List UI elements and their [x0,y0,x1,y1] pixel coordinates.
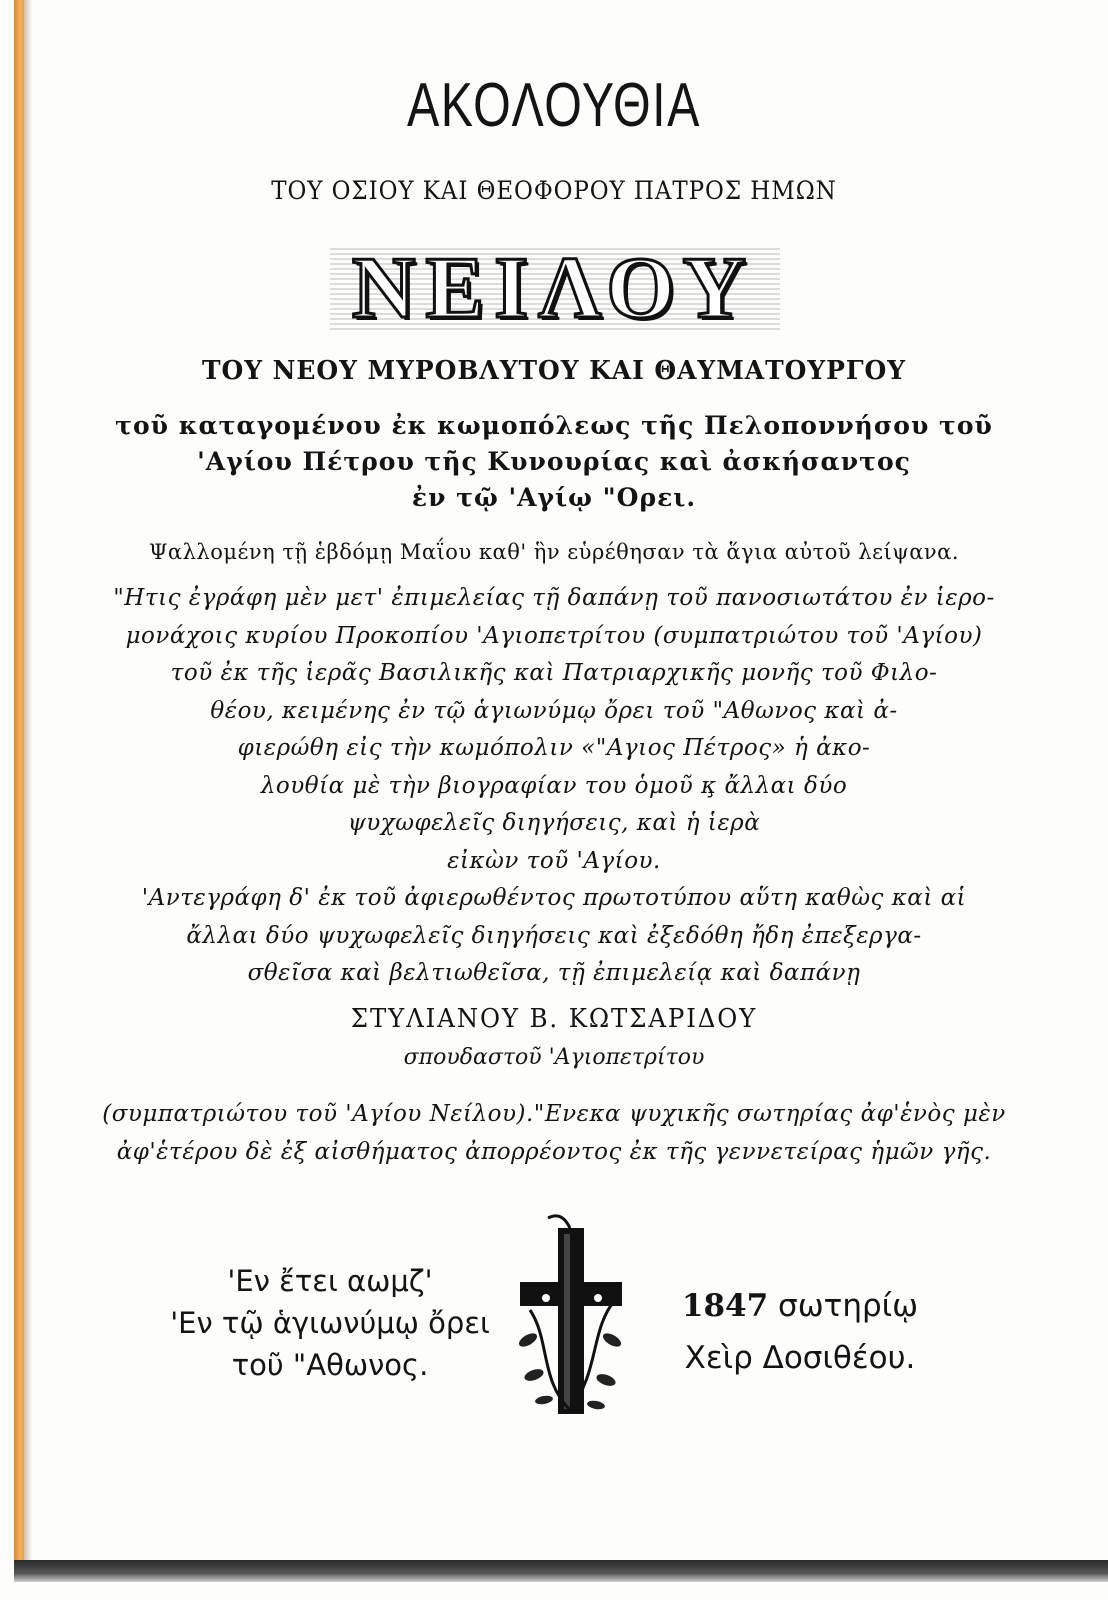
page-bottom-edge [14,1560,1108,1582]
author-role: σπουδαστοῦ 'Αγιοπετρίτου [403,1045,705,1070]
copy-line: ἄλλαι δύο ψυχωφελεῖς διηγήσεις καὶ ἐξεδόθη ἤδη ἐπεξεργα- [186,922,922,949]
copy-line: 'Αντεγράφη δ' ἐκ τοῦ ἀφιερωθέντος πρωτοτύπου αὕτη καθὼς καὶ αἱ [141,885,967,911]
colophon-scribe-line: Χεὶρ Δοσιθέου. [684,1340,916,1376]
history-line: εἰκὼν τοῦ 'Αγίου. [447,847,661,874]
history-line: τοῦ ἐκ τῆς ἱερᾶς Βασιλικῆς καὶ Πατριαρχικῆς μονῆς τοῦ Φιλο- [170,660,938,686]
dedication-line: (συμπατριώτου τοῦ 'Αγίου Νείλου)."Ενεκα ψυχικῆς σωτηρίας ἀφ'ἑνὸς μὲν [102,1101,1006,1127]
colophon-year: 1847 [681,1288,769,1324]
cross-with-vine-icon [500,1210,640,1420]
history-line: μονάχοις κυρίου Προκοπίου 'Αγιοπετρίτου (συμπατριώτου τοῦ 'Αγίου) [125,622,983,649]
history-line: θέου, κειμένης ἐν τῷ ἁγιωνύμῳ ὄρει τοῦ "Αθωνος καὶ ἀ- [210,697,898,724]
author-name: ΣΤΥΛΙΑΝΟΥ Β. ΚΩΤΣΑΡΙΔΟΥ [350,1004,758,1034]
saint-name: ΝΕΙΛΟΥ [351,240,757,337]
colophon-place-line: τοῦ "Αθωνος. [231,1348,429,1382]
page-title: ΑΚΟΛΟΥΘΙΑ [406,71,701,140]
feast-day-line: Ψαλλομένη τῇ ἑβδόμῃ Μαΐου καθ' ἣν εὑρέθησαν τὰ ἅγια αὐτοῦ λείψανα. [149,540,959,564]
colophon-date-line [660,1280,940,1332]
dedication-paragraph [0,1096,1108,1171]
history-line: λουθία μὲ τὴν βιογραφίαν του ὁμοῦ κ̧ ἄλλαι δύο [260,772,848,799]
copy-line: σθεῖσα καὶ βελτιωθεῖσα, τῇ ἐπιμελείᾳ καὶ δαπάνῃ [247,960,861,986]
history-line: "Ητις ἐγράφη μὲν μετ' ἐπιμελείας τῇ δαπάνῃ τοῦ πανοσιωτάτου ἐν ἱερο- [113,585,995,611]
history-paragraph [0,580,1108,880]
colophon-left [140,1260,520,1386]
colophon-year-line: 'Εν ἔτει αωμζ' [227,1264,433,1298]
origin-paragraph [0,408,1108,516]
dedication-line: ἀφ'ἑτέρου δὲ ἐξ αἰσθήματος ἀπορρέοντος ἐκ τῆς γεννετείρας ἡμῶν γῆς. [116,1138,992,1165]
origin-line: ἐν τῷ 'Αγίῳ "Ορει. [411,483,697,512]
colophon-place-line: 'Εν τῷ ἁγιωνύμῳ ὄρει [170,1306,490,1340]
copy-paragraph [0,880,1108,993]
origin-line: 'Αγίου Πέτρου τῆς Κυνουρίας καὶ ἀσκήσαντος [197,447,911,476]
subtitle-myrrh-gushing: ΤΟΥ ΝΕΟΥ ΜΥΡΟΒΛΥΤΟΥ ΚΑΙ ΘΑΥΜΑΤΟΥΡΓΟΥ [201,356,907,386]
history-line: ψυχωφελεῖς διηγήσεις, καὶ ἡ ἱερὰ [347,810,761,836]
origin-line: τοῦ καταγομένου ἐκ κωμοπόλεως τῆς Πελοποννήσου τοῦ [115,411,993,440]
history-line: φιερώθη εἰς τὴν κωμόπολιν «"Αγιος Πέτρος» ἡ ἀκο- [237,735,871,761]
colophon-right [660,1280,940,1384]
colophon-salvation-word: σωτηρίῳ [778,1288,919,1324]
subtitle-saint-honorific: ΤΟΥ ΟΣΙΟΥ ΚΑΙ ΘΕΟΦΟΡΟΥ ΠΑΤΡΟΣ ΗΜΩΝ [271,176,837,205]
